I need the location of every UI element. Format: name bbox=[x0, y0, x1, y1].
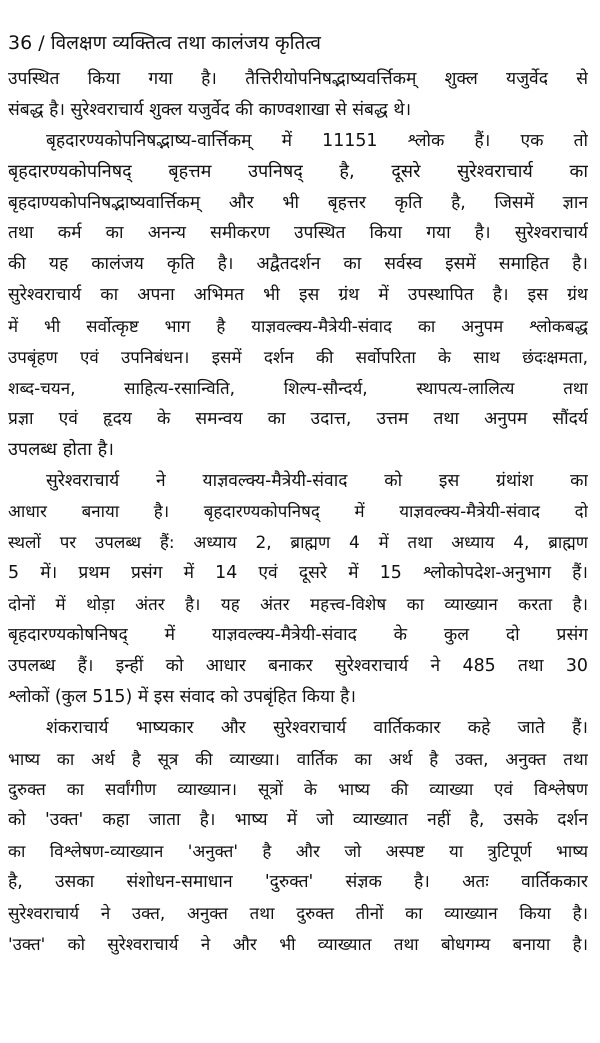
text-line: उपस्थित किया गया है। तैत्तिरीयोपनिषद्भाष्यवर्त्तिकम् शुक्ल यजुर्वेद से bbox=[8, 69, 588, 89]
body-text bbox=[8, 64, 588, 960]
text-line: 'उक्त' को सुरेश्वराचार्य ने और भी व्याख्यात तथा बोधगम्य बनाया है। bbox=[8, 933, 588, 954]
text-line: उपबृंहण एवं उपनिबंधन। इसमें दर्शन की सर्वोपरिता के साथ छंदःक्षमता, bbox=[8, 347, 588, 368]
text-line: स्थलों पर उपलब्ध हैं: अध्याय 2, ब्राह्मण 4 में तथा अध्याय 4, ब्राह्मण bbox=[8, 532, 588, 553]
text-line: में भी सर्वोत्कृष्ट भाग है याज्ञवल्क्य-मैत्रेयी-संवाद का अनुपम श्लोकबद्ध bbox=[8, 316, 588, 337]
text-line: सुरेश्वराचार्य का अपना अभिमत भी इस ग्रंथ में उपस्थापित है। इस ग्रंथ bbox=[8, 285, 588, 306]
text-line: बृहदाण्यकोपनिषद्भाष्यवार्त्तिकम् और भी बृहत्तर कृति है, जिसमें ज्ञान bbox=[8, 192, 588, 213]
text-line: सुरेश्वराचार्य ने याज्ञवल्क्य-मैत्रेयी-संवाद को इस ग्रंथांश का bbox=[46, 470, 588, 491]
running-header bbox=[8, 28, 588, 64]
text-line: संबद्ध है। सुरेश्वराचार्य शुक्ल यजुर्वेद की काण्वशाखा से संबद्ध थे। bbox=[8, 99, 412, 120]
text-line: तथा कर्म का अनन्य समीकरण उपस्थित किया गया है। सुरेश्वराचार्य bbox=[8, 223, 588, 244]
book-page bbox=[8, 28, 588, 960]
text-line: सुरेश्वराचार्य ने उक्त, अनुक्त तथा दुरुक्त तीनों का व्याख्यान किया है। bbox=[8, 903, 588, 924]
header-separator: / bbox=[38, 32, 45, 54]
text-line: शब्द-चयन, साहित्य-रसान्विति, शिल्प-सौन्दर्य, स्थापत्य-लालित्य तथा bbox=[8, 377, 588, 398]
paragraph-4 bbox=[8, 713, 588, 960]
running-title: विलक्षण व्यक्तित्व तथा कालंजय कृतित्व bbox=[50, 32, 321, 54]
text-line: दुरुक्त का सर्वांगीण व्याख्यान। सूत्रों के भाष्य की व्याख्या एवं विश्लेषण bbox=[8, 779, 588, 800]
text-line: उपलब्ध होता है। bbox=[8, 438, 114, 460]
text-line: की यह कालंजय कृति है। अद्वैतदर्शन का सर्वस्व इसमें समाहित है। bbox=[8, 254, 588, 275]
paragraph-2 bbox=[8, 126, 588, 466]
text-line: बृहदारण्यकोपनिषद्भाष्य-वार्त्तिकम् में 11151 श्लोक हैं। एक तो bbox=[46, 130, 588, 151]
text-line: है, उसका संशोधन-समाधान 'दुरुक्त' संज्ञक है। अतः वार्तिककार bbox=[8, 872, 588, 893]
text-line: श्लोकों (कुल 515) में इस संवाद को उपबृंहित किया है। bbox=[8, 686, 356, 707]
text-line: शंकराचार्य भाष्यकार और सुरेश्वराचार्य वार्तिककार कहे जाते हैं। bbox=[46, 717, 588, 738]
text-line: दोनों में थोड़ा अंतर है। यह अंतर महत्त्व-विशेष का व्याख्यान करता है। bbox=[8, 594, 588, 615]
text-line: भाष्य का अर्थ है सूत्र की व्याख्या। वार्तिक का अर्थ है उक्त, अनुक्त तथा bbox=[8, 748, 588, 769]
text-line: का विश्लेषण-व्याख्यान 'अनुक्त' है और जो अस्पष्ट या त्रुटिपूर्ण भाष्य bbox=[8, 841, 588, 862]
text-line: आधार बनाया है। बृहदारण्यकोपनिषद् में याज्ञवल्क्य-मैत्रेयी-संवाद दो bbox=[8, 501, 588, 522]
text-line: को 'उक्त' कहा जाता है। भाष्य में जो व्याख्यात नहीं है, उसके दर्शन bbox=[8, 810, 588, 831]
text-line: बृहदारण्यकोपनिषद् बृहत्तम उपनिषद् है, दूसरे सुरेश्वराचार्य का bbox=[8, 160, 588, 182]
text-line: बृहदारण्यकोषनिषद् में याज्ञवल्क्य-मैत्रेयी-संवाद के कुल दो प्रसंग bbox=[8, 625, 588, 646]
paragraph-1 bbox=[8, 64, 588, 126]
text-line: 5 में। प्रथम प्रसंग में 14 एवं दूसरे में 15 श्लोकोपदेश-अनुभाग हैं। bbox=[8, 563, 588, 584]
text-line: उपलब्ध हैं। इन्हीं को आधार बनाकर सुरेश्वराचार्य ने 485 तथा 30 bbox=[8, 655, 588, 676]
text-line: प्रज्ञा एवं हृदय के समन्वय का उदात्त, उत्तम तथा अनुपम सौंदर्य bbox=[8, 408, 588, 429]
page-number: 36 bbox=[8, 32, 33, 54]
paragraph-3 bbox=[8, 466, 588, 713]
